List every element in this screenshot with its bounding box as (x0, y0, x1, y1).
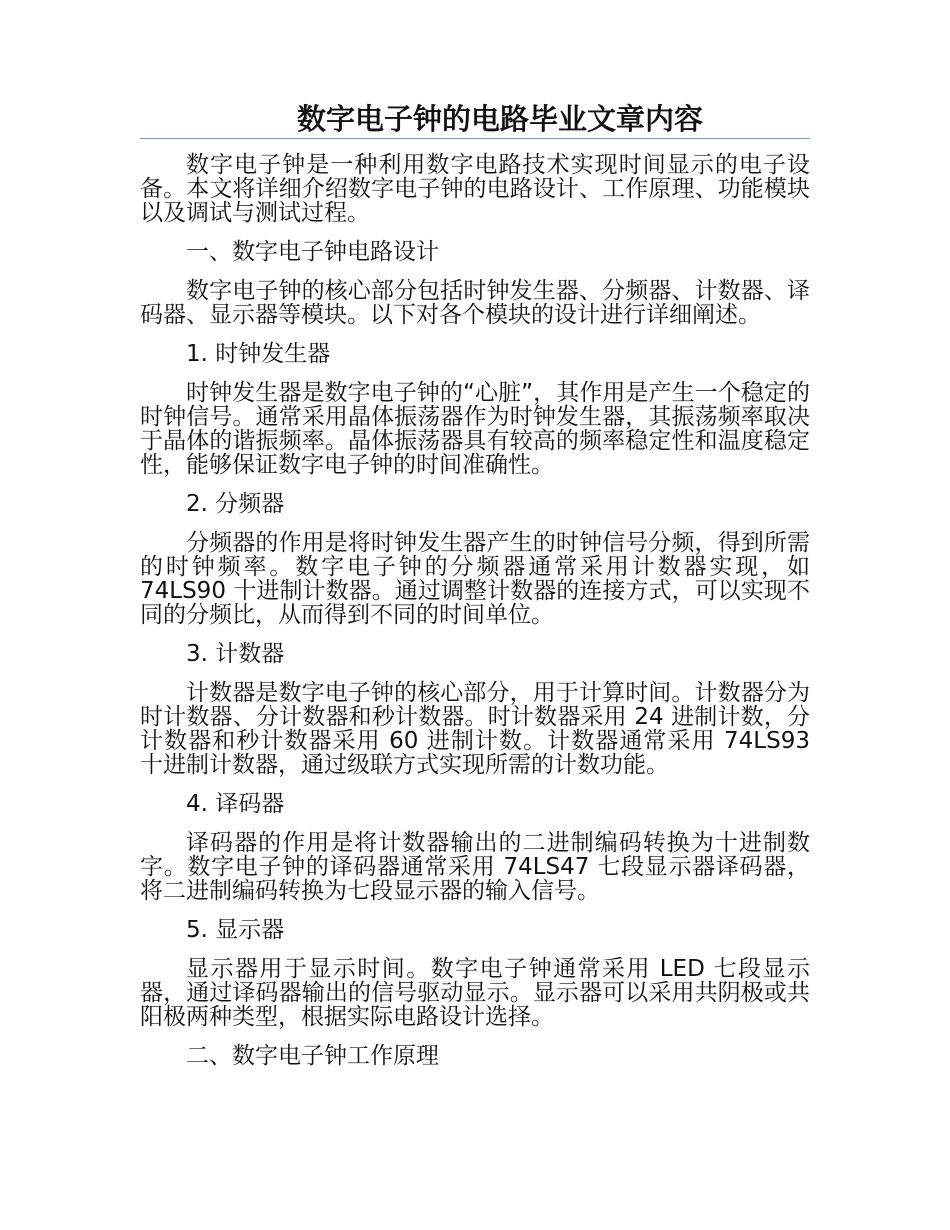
document-page (140, 100, 810, 1083)
subheading-clock-generator: 1. 时钟发生器 (186, 341, 331, 367)
decoder-paragraph: 译码器的作用是将计数器输出的二进制编码转换为十进制数字。数字电子钟的译码器通常采用 74LS47 七段显示器译码器，将二进制编码转换为七段显示器的输入信号。 (140, 830, 810, 904)
clock-generator-paragraph: 时钟发生器是数字电子钟的“心脏”，其作用是产生一个稳定的时钟信号。通常采用晶体振荡器作为时钟发生器，其振荡频率取决于晶体的谐振频率。晶体振荡器具有较高的频率稳定性和温度稳定性，能够保证数字电子钟的时间准确性。 (140, 380, 810, 478)
circuit-design-paragraph: 数字电子钟的核心部分包括时钟发生器、分频器、计数器、译码器、显示器等模块。以下对各个模块的设计进行详细阐述。 (140, 278, 810, 328)
display-paragraph: 显示器用于显示时间。数字电子钟通常采用 LED 七段显示器，通过译码器输出的信号驱动显示。显示器可以采用共阴极或共阳极两种类型，根据实际电路设计选择。 (140, 956, 810, 1030)
subheading-counter: 3. 计数器 (186, 641, 285, 667)
subheading-frequency-divider: 2. 分频器 (186, 491, 285, 517)
subheading-display: 5. 显示器 (186, 917, 285, 943)
document-title: 数字电子钟的电路毕业文章内容 (296, 102, 703, 136)
section-heading-circuit-design: 一、数字电子钟电路设计 (186, 239, 439, 265)
counter-paragraph: 计数器是数字电子钟的核心部分，用于计算时间。计数器分为时计数器、分计数器和秒计数器。时计数器采用 24 进制计数，分计数器和秒计数器采用 60 进制计数。计数器通常采用 74LS93 十进制计数器，通过级联方式实现所需的计数功能。 (140, 680, 810, 778)
title-underline (140, 138, 810, 139)
section-heading-working-principle: 二、数字电子钟工作原理 (186, 1043, 439, 1069)
intro-paragraph: 数字电子钟是一种利用数字电路技术实现时间显示的电子设备。本文将详细介绍数字电子钟的电路设计、工作原理、功能模块以及调试与测试过程。 (140, 152, 810, 226)
frequency-divider-paragraph: 分频器的作用是将时钟发生器产生的时钟信号分频，得到所需的时钟频率。数字电子钟的分频器通常采用计数器实现，如 74LS90 十进制计数器。通过调整计数器的连接方式，可以实现不同的分频比，从而得到不同的时间单位。 (140, 530, 810, 628)
subheading-decoder: 4. 译码器 (186, 791, 285, 817)
